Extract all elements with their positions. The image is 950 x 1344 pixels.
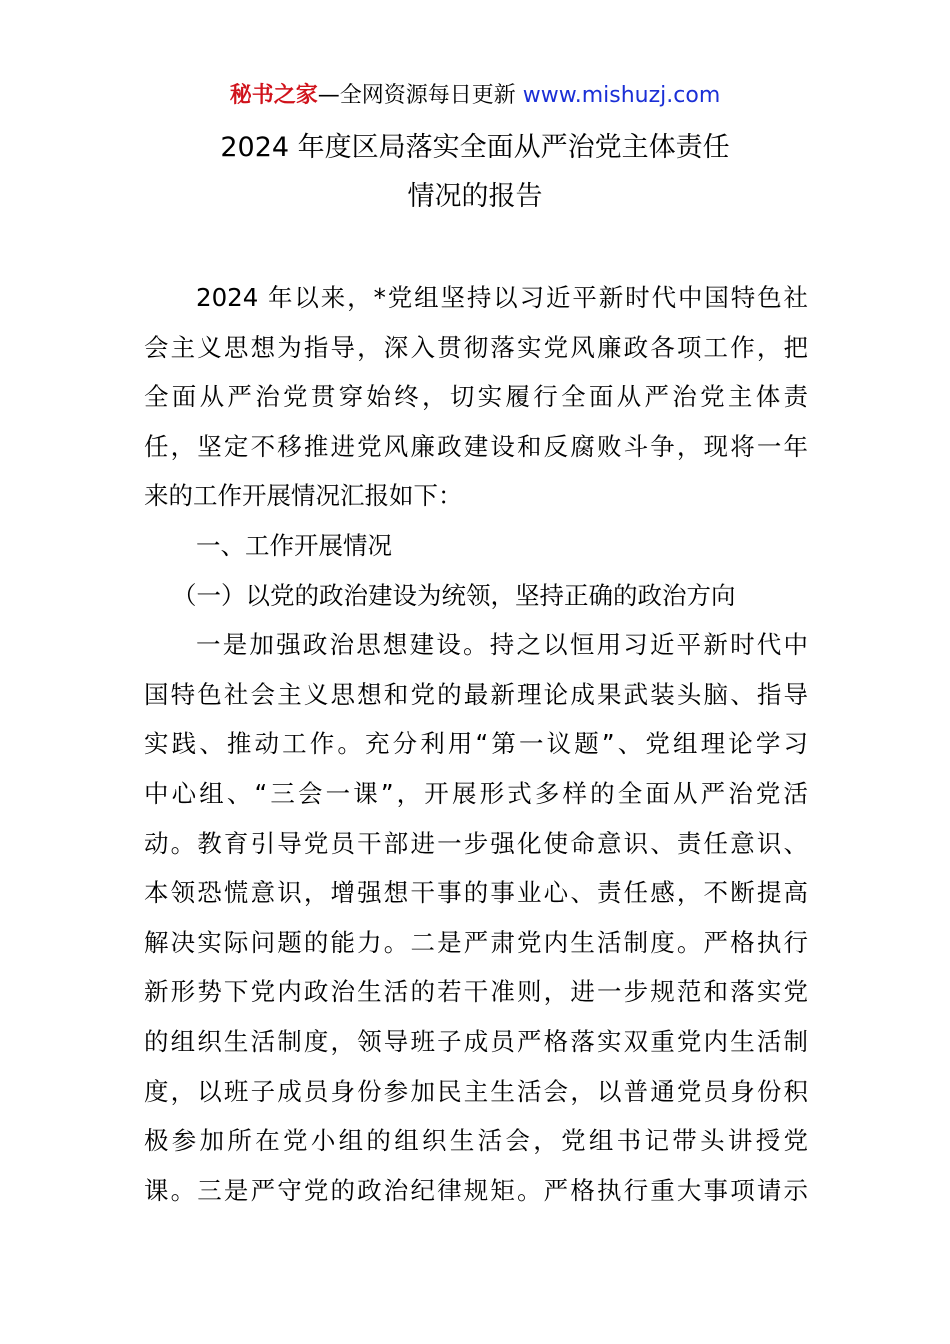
body-line: 国特色社会主义思想和党的最新理论成果武装头脑、指导 bbox=[144, 679, 808, 709]
body-line: 解决实际问题的能力。二是严肃党内生活制度。严格执行 bbox=[144, 927, 808, 957]
body-line: 会主义思想为指导，深入贯彻落实党风廉政各项工作，把 bbox=[144, 332, 808, 362]
document-title-line-1: 2024 年度区局落实全面从严治党主体责任 bbox=[220, 132, 730, 163]
body-line: 的组织生活制度，领导班子成员严格落实双重党内生活制 bbox=[144, 1026, 808, 1056]
document-body bbox=[144, 278, 808, 1220]
body-line: 实践、推动工作。充分利用“第一议题”、党组理论学习 bbox=[144, 729, 808, 759]
body-line: 2024 年以来，*党组坚持以习近平新时代中国特色社 bbox=[196, 283, 808, 312]
body-line: 极参加所在党小组的组织生活会，党组书记带头讲授党 bbox=[144, 1126, 808, 1156]
document-title-line-2: 情况的报告 bbox=[407, 181, 543, 212]
site-brand: 秘书之家 bbox=[229, 83, 318, 108]
body-line: 课。三是严守党的政治纪律规矩。严格执行重大事项请示 bbox=[144, 1175, 808, 1205]
body-line: 动。教育引导党员干部进一步强化使命意识、责任意识、 bbox=[144, 828, 808, 858]
body-line: 全面从严治党贯穿始终，切实履行全面从严治党主体责 bbox=[144, 382, 808, 412]
body-line: 新形势下党内政治生活的若干准则，进一步规范和落实党 bbox=[144, 977, 808, 1007]
subsection-heading: （一）以党的政治建设为统领，坚持正确的政治方向 bbox=[172, 580, 736, 610]
body-line: 本领恐慌意识，增强想干事的事业心、责任感，不断提高 bbox=[144, 878, 808, 908]
body-line: 来的工作开展情况汇报如下： bbox=[144, 481, 463, 511]
body-line: 一是加强政治思想建设。持之以恒用习近平新时代中 bbox=[196, 630, 808, 660]
site-url-link[interactable]: www.mishuzj.com bbox=[522, 83, 721, 108]
section-heading: 一、工作开展情况 bbox=[196, 530, 392, 560]
site-tagline: —全网资源每日更新 bbox=[317, 83, 523, 108]
body-line: 中心组、“三会一课”，开展形式多样的全面从严治党活 bbox=[144, 778, 808, 808]
body-line: 度，以班子成员身份参加民主生活会，以普通党员身份积 bbox=[144, 1076, 808, 1106]
site-header bbox=[0, 80, 950, 112]
body-line: 任，坚定不移推进党风廉政建设和反腐败斗争，现将一年 bbox=[144, 431, 808, 461]
